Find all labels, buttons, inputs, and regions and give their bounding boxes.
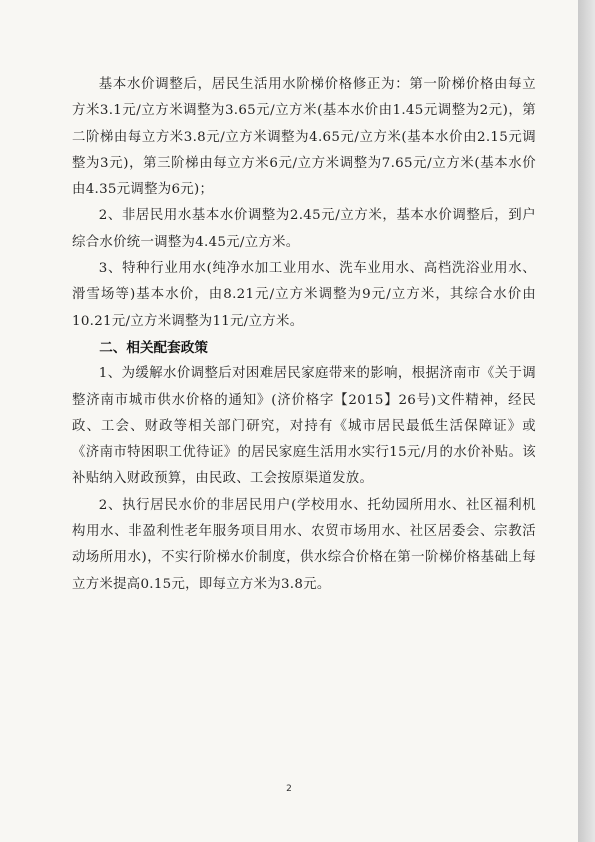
- paragraph-non-resident-users: 2、执行居民水价的非居民用户(学校用水、托幼园所用水、社区福利机构用水、非盈利性老年服务项目用水、农贸市场用水、社区居委会、宗教活动场所用水)，不实行阶梯水价制度，供水综合价格在第一阶梯价格基础上每立方米提高0.15元，即每立方米为3.8元。: [72, 497, 536, 592]
- scan-edge: [578, 0, 595, 842]
- paragraph-subsidy-policy: 1、为缓解水价调整后对困难居民家庭带来的影响，根据济南市《关于调整济南市城市供水价格的通知》(济价格字【2015】26号)文件精神，经民政、工会、财政等相关部门研究，对持有《城市居民最低生活保障证》或《济南市特困职工优待证》的居民家庭生活用水实行15元/月的水价补贴。该补贴纳入财政预算，由民政、工会按原渠道发放。: [72, 366, 536, 487]
- paragraph-tier-pricing: 基本水价调整后，居民生活用水阶梯价格修正为：第一阶梯价格由每立方米3.1元/立方米调整为3.65元/立方米(基本水价由1.45元调整为2元)，第二阶梯由每立方米3.8元/立方米调整为4.65元/立方米(基本水价由2.15元调整为3元)，第三阶梯由每立方米6元/立方米调整为7.65元/立方米(基本水价由4.35元调整为6元)；: [72, 77, 536, 198]
- paragraph-non-resident-price: 2、非居民用水基本水价调整为2.45元/立方米，基本水价调整后，到户综合水价统一调整为4.45元/立方米。: [72, 208, 536, 250]
- document-body: [72, 72, 536, 598]
- paragraph-special-industry-price: 3、特种行业用水(纯净水加工业用水、洗车业用水、高档洗浴业用水、滑雪场等)基本水价，由8.21元/立方米调整为9元/立方米，其综合水价由10.21元/立方米调整为11元/立方米。: [72, 261, 536, 329]
- page-number: 2: [286, 784, 292, 794]
- section-heading-related-policies: 二、相关配套政策: [99, 339, 208, 356]
